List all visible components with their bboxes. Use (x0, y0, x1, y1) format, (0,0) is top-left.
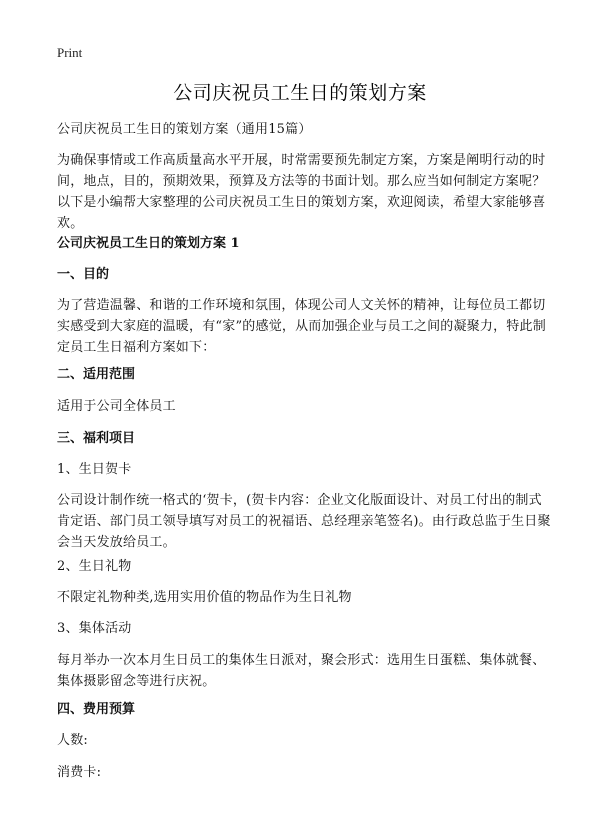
document-subtitle: 公司庆祝员工生日的策划方案（通用15篇） (57, 122, 312, 137)
item2-paragraph: 不限定礼物种类,选用实用价值的物品作为生日礼物 (57, 590, 352, 605)
item3-paragraph: 每月举办一次本月生日员工的集体生日派对，聚会形式：选用生日蛋糕、集体就餐、集体摄影留念等进行庆祝。 (57, 653, 546, 689)
document-title: 公司庆祝员工生日的策划方案 (173, 82, 427, 104)
scope-paragraph: 适用于公司全体员工 (57, 399, 176, 414)
item1-paragraph: 公司设计制作统一格式的‘贺卡，(贺卡内容：企业文化版面设计、对员工付出的制式肯定语、部门员工领导填写对员工的祝福语、总经理亲笔签名)。由行政总监于生日聚会当天发放给员工。 (57, 493, 551, 550)
print-label: Print (57, 45, 83, 60)
item1-title: 1、生日贺卡 (57, 462, 132, 477)
heading-scope: 二、适用范围 (57, 367, 136, 382)
item2-title: 2、生日礼物 (57, 559, 132, 574)
budget-card: 消费卡: (57, 765, 102, 780)
budget-people: 人数: (57, 733, 88, 748)
heading-benefits: 三、福利项目 (57, 431, 136, 446)
purpose-paragraph: 为了营造温馨、和谐的工作环境和氛围，体现公司人文关怀的精神，让每位员工都切实感受到大家庭的温暖，有“家”的感觉，从而加强企业与员工之间的凝聚力，特此制定员工生日福利方案如下： (57, 298, 546, 355)
item3-title: 3、集体活动 (57, 621, 132, 636)
heading-purpose: 一、目的 (57, 267, 110, 282)
intro-paragraph: 为确保事情或工作高质量高水平开展，时常需要预先制定方案，方案是阐明行动的时间，地点，目的，预期效果，预算及方法等的书面计划。那么应当如何制定方案呢？以下是小编帮大家整理的公司庆祝员工生日的策划方案，欢迎阅读，希望大家能够喜欢。 (57, 153, 546, 231)
section-title: 公司庆祝员工生日的策划方案 1 (57, 236, 240, 251)
heading-budget: 四、费用预算 (57, 702, 136, 717)
